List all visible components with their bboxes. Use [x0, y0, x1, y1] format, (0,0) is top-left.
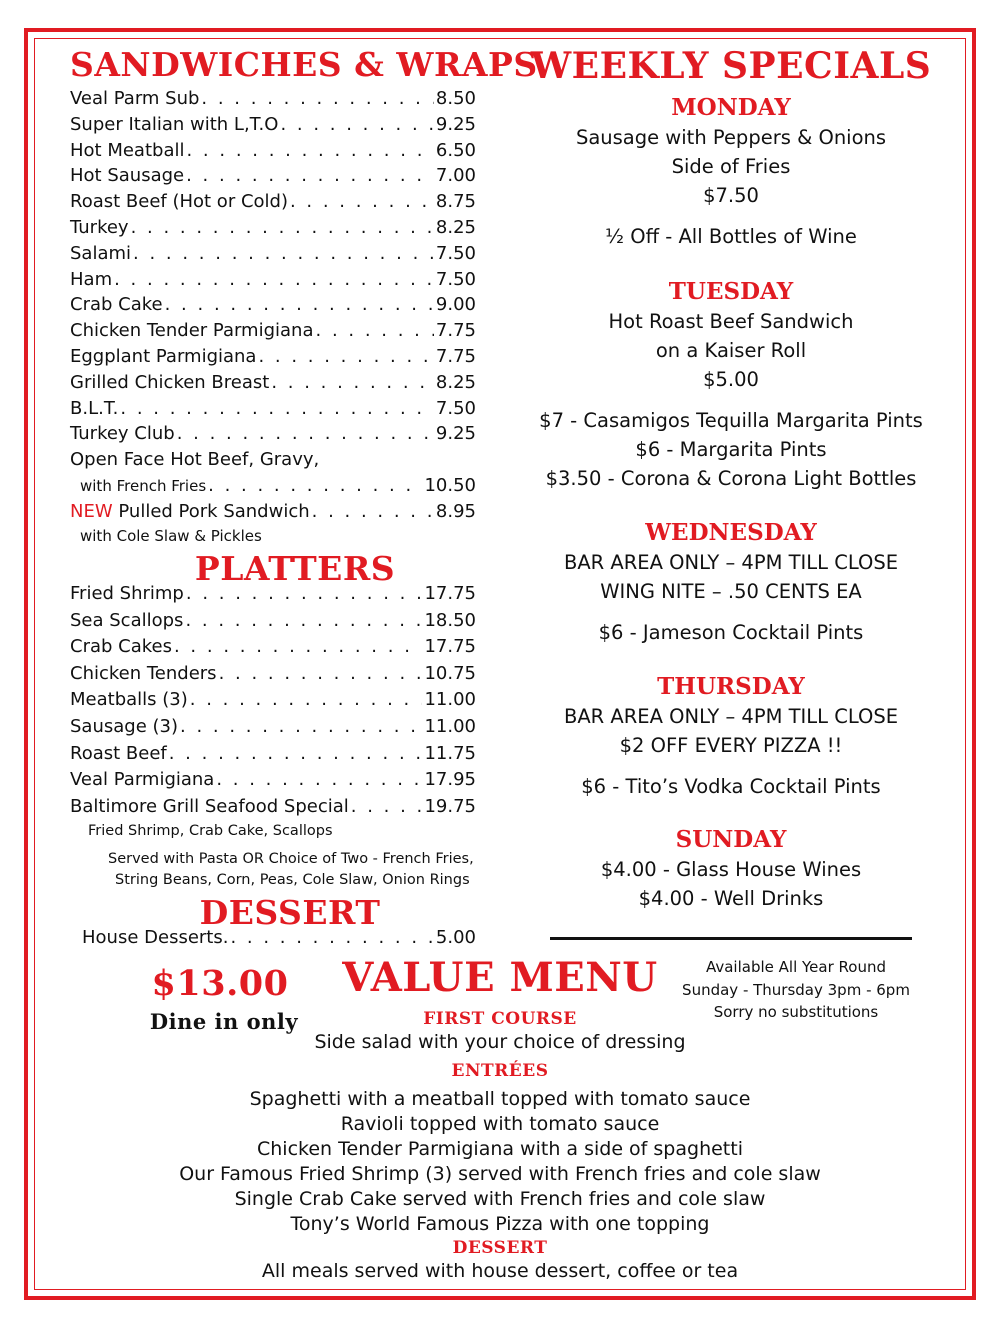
- availability-line1: Available All Year Round: [705, 958, 886, 976]
- entree-item: Ravioli topped with tomato sauce: [340, 1113, 660, 1135]
- item-price: 7.50: [435, 268, 476, 290]
- item-name: Eggplant Parmigiana: [70, 345, 257, 367]
- item-price: 9.25: [435, 423, 476, 445]
- item-price: 8.25: [435, 216, 476, 238]
- menu-item: [70, 112, 476, 138]
- entree-item: Our Famous Fried Shrimp (3) served with French fries and cole slaw: [179, 1163, 821, 1185]
- menu-item-new: [70, 499, 476, 525]
- sandwiches-title: SANDWICHES & WRAPS: [70, 45, 538, 84]
- entree-list: [0, 1087, 1000, 1237]
- item-name: Salami: [70, 242, 132, 264]
- menu-item: [70, 163, 476, 189]
- item-price: 17.95: [424, 769, 476, 791]
- item-price: 18.50: [424, 609, 476, 631]
- item-price: 7.50: [435, 242, 476, 264]
- menu-item: [70, 292, 476, 318]
- item-price: 19.75: [424, 795, 476, 817]
- item-price: 8.25: [435, 371, 476, 393]
- menu-item: [70, 767, 476, 794]
- menu-item: [70, 189, 476, 215]
- item-price: 8.75: [435, 191, 476, 213]
- item-name: Pulled Pork Sandwich: [118, 500, 310, 522]
- item-price: 6.50: [435, 139, 476, 161]
- menu-item: [70, 86, 476, 112]
- day-heading: MONDAY: [671, 94, 791, 121]
- sandwiches-list: [70, 86, 476, 525]
- item-name: B.L.T.: [70, 397, 119, 419]
- sunday-special: SUNDAY $4.00 - Glass House Wines $4.00 - Well Drinks: [530, 828, 932, 913]
- value-dessert-item: All meals served with house dessert, coffee or tea: [261, 1260, 739, 1282]
- item-name: Fried Shrimp: [70, 583, 184, 604]
- new-item-note: with Cole Slaw & Pickles: [80, 527, 262, 545]
- item-name: Veal Parmigiana: [70, 769, 215, 791]
- item-price: 11.75: [424, 742, 476, 764]
- menu-item: [70, 473, 476, 499]
- platters-title: PLATTERS: [194, 549, 396, 588]
- dessert-title: DESSERT: [199, 893, 381, 932]
- availability-line3: Sorry no substitutions: [713, 1003, 879, 1021]
- open-face-line1: Open Face Hot Beef, Gravy,: [70, 449, 320, 471]
- item-price: 7.00: [435, 165, 476, 187]
- item-price: 8.95: [435, 500, 476, 522]
- dine-in-only: Dine in only: [149, 1009, 299, 1034]
- value-dessert-heading: DESSERT: [452, 1238, 548, 1258]
- wednesday-special: WEDNESDAY BAR AREA ONLY – 4PM TILL CLOSE WING NITE – .50 CENTS EA $6 - Jameson Cocktail Pints: [530, 521, 932, 647]
- day-heading: TUESDAY: [668, 278, 794, 305]
- item-name: Turkey Club: [70, 423, 175, 445]
- item-price: 17.75: [424, 583, 476, 604]
- availability-line2: Sunday - Thursday 3pm - 6pm: [682, 981, 910, 999]
- menu-item: [70, 741, 476, 768]
- menu-item: [70, 634, 476, 661]
- served-with-line2: String Beans, Corn, Peas, Cole Slaw, Onion Rings: [115, 872, 470, 888]
- dessert-list: [82, 925, 476, 951]
- menu-item: [70, 344, 476, 370]
- item-name: Roast Beef (Hot or Cold): [70, 191, 288, 213]
- menu-item: [70, 661, 476, 688]
- item-price: 5.00: [435, 927, 476, 948]
- menu-item: [70, 138, 476, 164]
- item-name: Sausage (3): [70, 715, 178, 737]
- tuesday-special: TUESDAY Hot Roast Beef Sandwich on a Kaiser Roll $5.00 $7 - Casamigos Tequilla Margarita Pints $6 - Margarita Pints $3.50 - Corona & Corona Light Bottles: [530, 280, 932, 493]
- item-name: Ham: [70, 268, 113, 290]
- item-price: 11.00: [424, 715, 476, 737]
- first-course-item: Side salad with your choice of dressing: [314, 1031, 686, 1053]
- item-name: Turkey: [70, 216, 129, 238]
- menu-item: [70, 241, 476, 267]
- first-course-heading: FIRST COURSE: [423, 1009, 577, 1029]
- item-name: House Desserts.: [82, 927, 229, 948]
- item-name: Crab Cake: [70, 294, 163, 316]
- item-price: 11.00: [424, 689, 476, 711]
- entree-item: Spaghetti with a meatball topped with tomato sauce: [249, 1088, 751, 1110]
- item-name: Chicken Tenders: [70, 662, 217, 684]
- entree-item: Tony’s World Famous Pizza with one topping: [290, 1213, 710, 1235]
- menu-item: [70, 794, 476, 821]
- item-price: 9.00: [435, 294, 476, 316]
- menu-item: [70, 370, 476, 396]
- item-price: 7.50: [435, 397, 476, 419]
- item-name: Crab Cakes: [70, 636, 172, 658]
- menu-item: [70, 396, 476, 422]
- item-price: 7.75: [435, 345, 476, 367]
- entree-item: Single Crab Cake served with French fries and cole slaw: [234, 1188, 766, 1210]
- day-heading: THURSDAY: [657, 673, 805, 700]
- seafood-special-note: Fried Shrimp, Crab Cake, Scallops: [88, 823, 333, 839]
- monday-special: MONDAY Sausage with Peppers & Onions Side of Fries $7.50 ½ Off - All Bottles of Wine: [530, 96, 932, 251]
- menu-item: [70, 267, 476, 293]
- menu-item: [70, 714, 476, 741]
- item-name: Chicken Tender Parmigiana: [70, 320, 314, 342]
- item-name: Meatballs (3): [70, 689, 188, 711]
- item-name: Grilled Chicken Breast: [70, 371, 270, 393]
- item-name: Baltimore Grill Seafood Special: [70, 795, 349, 817]
- item-price: 7.75: [435, 320, 476, 342]
- entrees-heading: ENTRÉES: [451, 1061, 549, 1081]
- item-name: Sea Scallops: [70, 609, 184, 631]
- weekly-specials-title: WEEKLY SPECIALS: [530, 45, 932, 87]
- menu-item: [70, 318, 476, 344]
- item-price: 10.50: [424, 474, 476, 496]
- platters-list: [70, 581, 476, 820]
- value-menu-price: $13.00: [151, 963, 289, 1004]
- menu-item: [70, 608, 476, 635]
- menu-item: [70, 215, 476, 241]
- item-name: Roast Beef: [70, 742, 167, 764]
- item-name: Veal Parm Sub: [70, 88, 200, 109]
- served-with-line1: Served with Pasta OR Choice of Two - French Fries,: [108, 851, 474, 867]
- thursday-special: THURSDAY BAR AREA ONLY – 4PM TILL CLOSE $2 OFF EVERY PIZZA !! $6 - Tito’s Vodka Cocktail Pints: [530, 675, 932, 801]
- item-price: 17.75: [424, 636, 476, 658]
- item-name: Hot Sausage: [70, 165, 185, 187]
- menu-item: [70, 687, 476, 714]
- section-divider: [550, 937, 912, 940]
- item-price: 9.25: [435, 113, 476, 135]
- menu-item: [70, 581, 476, 608]
- item-price: 8.50: [435, 88, 476, 109]
- day-heading: WEDNESDAY: [645, 519, 817, 546]
- item-price: 10.75: [424, 662, 476, 684]
- new-badge: NEW: [70, 500, 113, 522]
- menu-item: [70, 421, 476, 447]
- entree-item: Chicken Tender Parmigiana with a side of spaghetti: [257, 1138, 743, 1160]
- item-name: Super Italian with L,T.O: [70, 113, 279, 135]
- item-name: with French Fries: [80, 476, 207, 495]
- value-menu-title: VALUE MENU: [342, 954, 658, 1001]
- day-heading: SUNDAY: [675, 826, 787, 853]
- item-name: Hot Meatball: [70, 139, 185, 161]
- menu-item: [82, 925, 476, 951]
